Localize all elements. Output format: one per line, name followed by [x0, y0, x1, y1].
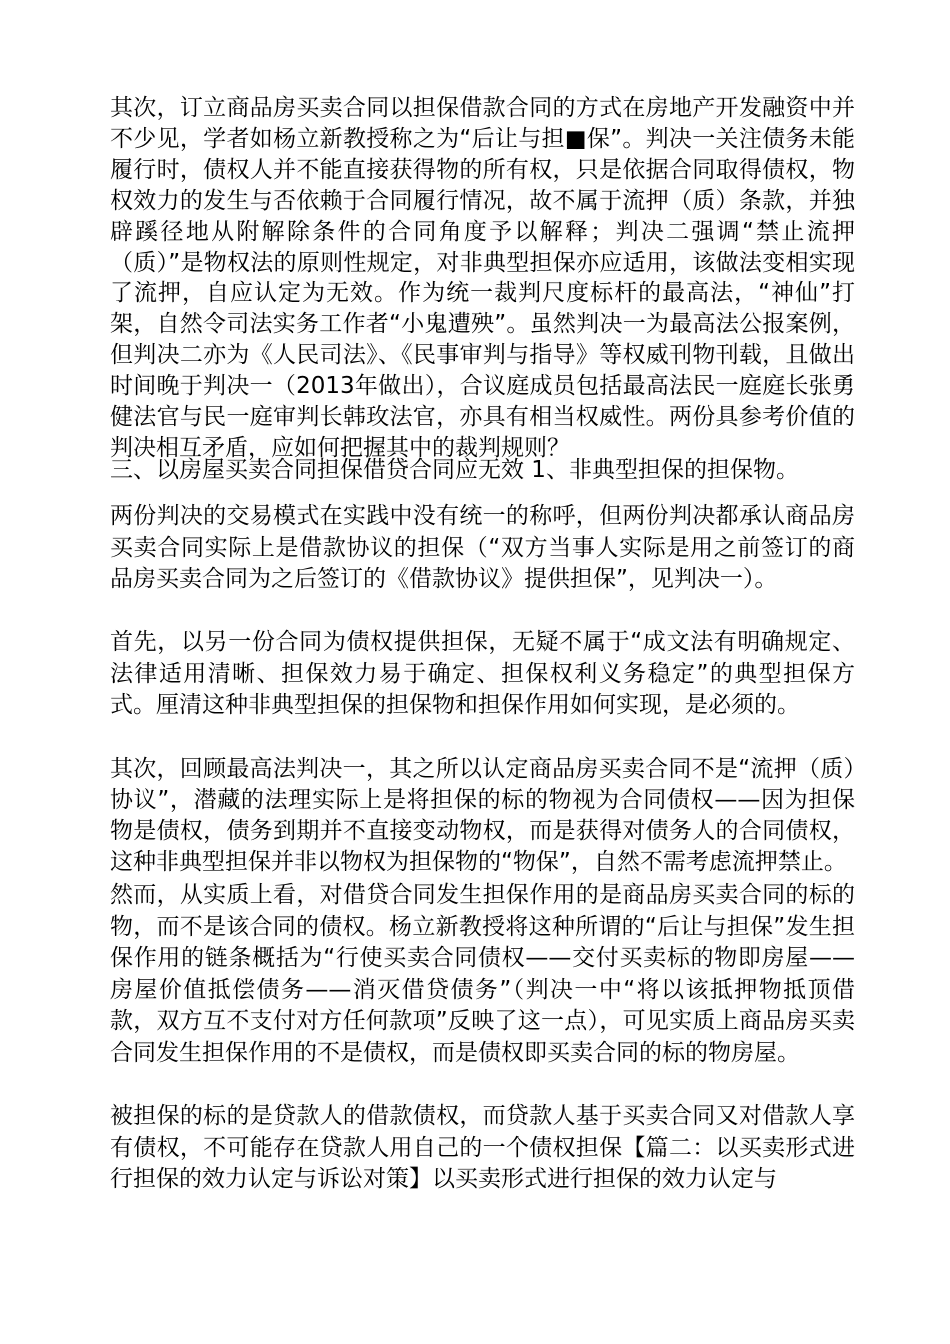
paragraph-first-point: 首先，以另一份合同为债权提供担保，无疑不属于“成文法有明确规定、法律适用清晰、担保效力易于确定、担保权利义务稳定”的典型担保方式。厘清这种非典型担保的担保物和担保作用如何实现，是必须的。 [110, 629, 855, 719]
paragraph-substance: 然而，从实质上看，对借贷合同发生担保作用的是商品房买卖合同的标的物，而不是该合同的债权。杨立新教授将这种所谓的“后让与担保”发生担保作用的链条概括为“行使买卖合同债权——交付买卖标的物即房屋——房屋价值抵偿债务——消灭借贷债务”（判决一中“将以该抵押物抵顶借款，双方互不支付对方任何款项”反映了这一点），可见实质上商品房买卖合同发生担保作用的不是债权，而是债权即买卖合同的标的物房屋。 [110, 882, 855, 1066]
paragraph-transaction-mode: 两份判决的交易模式在实践中没有统一的称呼，但两份判决都承认商品房买卖合同实际上是借款协议的担保（“双方当事人实际是用之前签订的商品房买卖合同为之后签订的《借款协议》提供担保”，见判决一）。 [110, 503, 855, 593]
paragraph-secured-claim: 被担保的标的是贷款人的借款债权，而贷款人基于买卖合同又对借款人享有债权，不可能存在贷款人用自己的一个债权担保【篇二：以买卖形式进行担保的效力认定与诉讼对策】以买卖形式进行担保的效力认定与 [110, 1103, 855, 1193]
paragraph-second-point: 其次，回顾最高法判决一，其之所以认定商品房买卖合同不是“流押（质）协议”，潜藏的法理实际上是将担保的标的物视为合同债权——因为担保物是债权，债务到期并不直接变动物权，而是获得对债务人的合同债权，这种非典型担保并非以物权为担保物的“物保”，自然不需考虑流押禁止。 [110, 756, 855, 875]
section-heading: 三、以房屋买卖合同担保借贷合同应无效 1、非典型担保的担保物。 [110, 457, 799, 483]
paragraph-conflicting-judgments: 其次，订立商品房买卖合同以担保借款合同的方式在房地产开发融资中并不少见，学者如杨立新教授称之为“后让与担■保”。判决一关注债务未能履行时，债权人并不能直接获得物的所有权，只是依据合同取得债权，物权效力的发生与否依赖于合同履行情况，故不属于流押（质）条款，并独辟蹊径地从附解除条件的合同角度予以解释；判决二强调“禁止流押（质）”是物权法的原则性规定，对非典型担保亦应适用，该做法变相实现了流押，自应认定为无效。作为统一裁判尺度标杆的最高法，“神仙”打架，自然令司法实务工作者“小鬼遭殃”。虽然判决一为最高法公报案例，但判决二亦为《人民司法》、《民事审判与指导》等权威刊物刊载，且做出时间晚于判决一（2013年做出），合议庭成员包括最高法民一庭庭长张勇健法官与民一庭审判长韩玫法官，亦具有相当权威性。两份具参考价值的判决相互矛盾，应如何把握其中的裁判规则？ [110, 95, 855, 461]
